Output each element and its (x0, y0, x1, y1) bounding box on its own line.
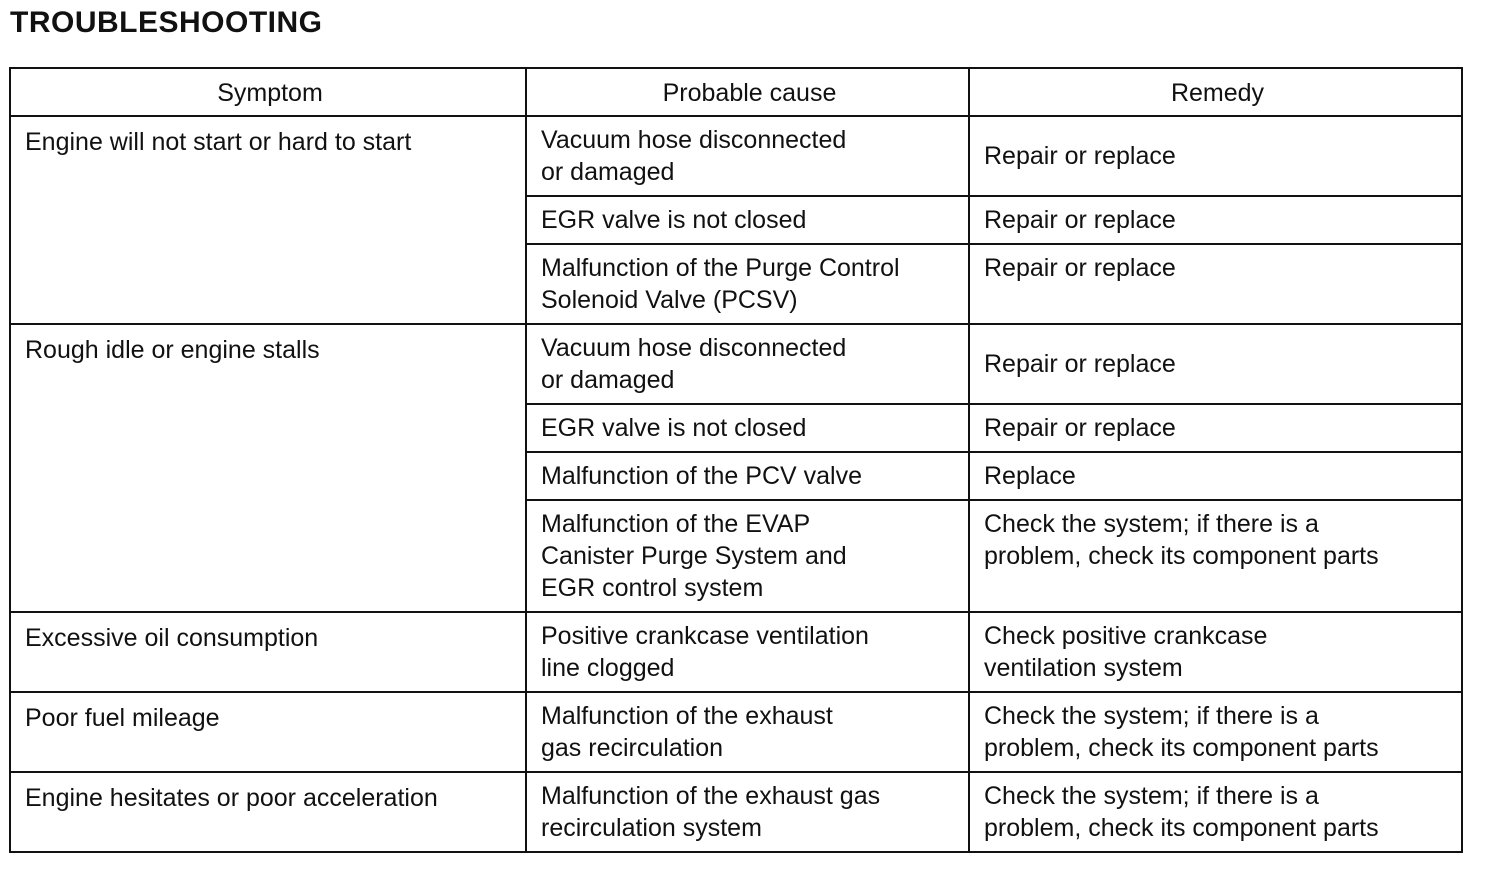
remedy-cell: Replace (969, 452, 1462, 500)
page-title: TROUBLESHOOTING (10, 6, 323, 39)
remedy-cell: Repair or replace (969, 196, 1462, 244)
table-row (10, 324, 1462, 404)
table-row (10, 772, 1462, 852)
remedy-cell: Check the system; if there is a problem, check its component parts (969, 500, 1462, 612)
cause-cell: EGR valve is not closed (526, 404, 969, 452)
cause-cell: Vacuum hose disconnected or damaged (526, 116, 969, 196)
remedy-cell: Repair or replace (969, 244, 1462, 324)
column-header-remedy: Remedy (969, 68, 1462, 116)
cause-cell: Malfunction of the PCV valve (526, 452, 969, 500)
table-row (10, 692, 1462, 772)
symptom-cell: Engine hesitates or poor acceleration (10, 772, 526, 852)
column-header-symptom: Symptom (10, 68, 526, 116)
remedy-cell: Check positive crankcase ventilation system (969, 612, 1462, 692)
symptom-cell: Poor fuel mileage (10, 692, 526, 772)
cause-cell: Malfunction of the Purge Control Solenoid Valve (PCSV) (526, 244, 969, 324)
table-header-row (10, 68, 1462, 116)
cause-cell: Vacuum hose disconnected or damaged (526, 324, 969, 404)
symptom-cell: Engine will not start or hard to start (10, 116, 526, 324)
remedy-cell: Check the system; if there is a problem, check its component parts (969, 692, 1462, 772)
cause-cell: EGR valve is not closed (526, 196, 969, 244)
remedy-cell: Check the system; if there is a problem, check its component parts (969, 772, 1462, 852)
cause-cell: Malfunction of the exhaust gas recirculation (526, 692, 969, 772)
troubleshooting-table (9, 67, 1463, 853)
cause-cell: Malfunction of the EVAP Canister Purge System and EGR control system (526, 500, 969, 612)
remedy-cell: Repair or replace (969, 116, 1462, 196)
symptom-cell: Excessive oil consumption (10, 612, 526, 692)
cause-cell: Malfunction of the exhaust gas recirculation system (526, 772, 969, 852)
column-header-probable-cause: Probable cause (526, 68, 969, 116)
cause-cell: Positive crankcase ventilation line clogged (526, 612, 969, 692)
remedy-cell: Repair or replace (969, 324, 1462, 404)
table-row (10, 612, 1462, 692)
symptom-cell: Rough idle or engine stalls (10, 324, 526, 612)
remedy-cell: Repair or replace (969, 404, 1462, 452)
table-row (10, 116, 1462, 196)
